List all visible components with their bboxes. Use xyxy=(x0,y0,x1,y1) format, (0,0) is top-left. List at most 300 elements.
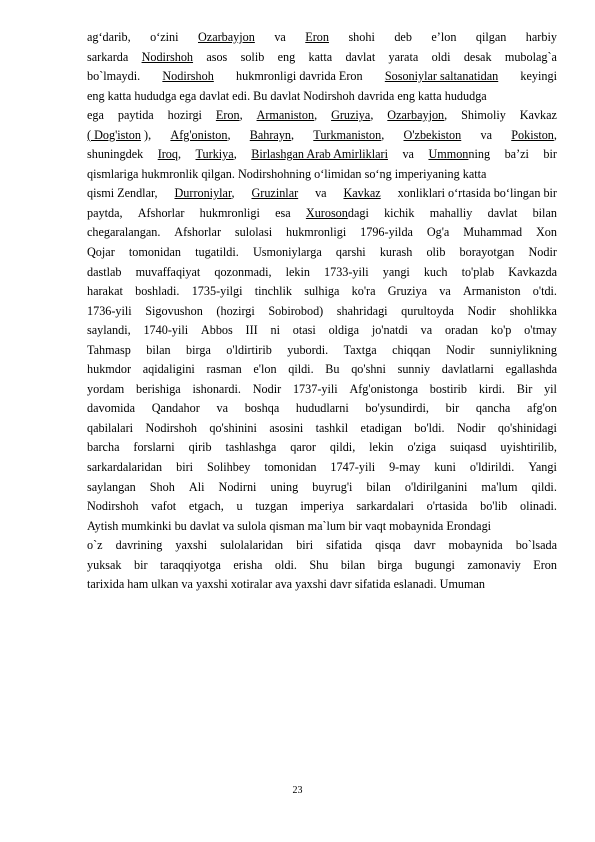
text-segment: 1747-yili xyxy=(330,460,376,475)
text-segment: shahridagi xyxy=(336,303,388,318)
link-suffix: , xyxy=(227,127,231,142)
hyperlink[interactable]: ( Dog'iston xyxy=(87,127,141,142)
text-segment: qismlariga hukmronlik qilgan. Nodirshohning o‘limidan so‘ng imperiyaning katta xyxy=(87,166,487,181)
text-segment: bo`lmaydi. xyxy=(87,69,141,84)
text-segment: Sigovushon xyxy=(145,303,203,318)
text-segment: davlatlarni xyxy=(441,362,494,377)
text-segment xyxy=(385,67,498,87)
page-number: 23 xyxy=(292,785,303,796)
text-segment: qurultoyda xyxy=(401,303,454,318)
text-segment: saylangan xyxy=(87,479,136,494)
text-segment: bilan xyxy=(532,205,557,220)
text-segment: lekin xyxy=(285,264,310,279)
text-segment: o'ldirilganini xyxy=(404,479,468,494)
hyperlink[interactable]: Ozarbayjon xyxy=(387,108,445,123)
text-segment: xonliklari o‘rtasida bo‘lingan bir xyxy=(397,186,557,201)
text-segment: III xyxy=(245,323,258,338)
text-segment: biri xyxy=(176,460,194,475)
text-segment xyxy=(251,145,388,165)
link-suffix: dagi xyxy=(347,205,369,220)
text-segment: Nodirshoh xyxy=(145,420,197,435)
text-segment: hukmronligi davrida Eron xyxy=(236,69,363,84)
text-line xyxy=(87,478,557,498)
text-segment: oldi. xyxy=(274,557,297,572)
text-line xyxy=(87,399,557,419)
text-segment: 1796-yilda xyxy=(360,225,413,240)
text-segment: Kavkazda xyxy=(508,264,557,279)
hyperlink[interactable]: Turkiya xyxy=(195,147,234,162)
text-segment: Muhammad xyxy=(463,225,523,240)
text-segment: yubordi. xyxy=(287,342,329,357)
text-segment: borayotgan xyxy=(459,245,515,260)
text-segment: Qandahor xyxy=(151,401,200,416)
text-segment: Nodir xyxy=(446,342,475,357)
text-segment xyxy=(331,106,373,126)
text-segment xyxy=(216,106,243,126)
text-segment: mahalliy xyxy=(429,205,473,220)
text-segment: chegaralangan. xyxy=(87,225,161,240)
text-segment: davr xyxy=(413,538,436,553)
text-segment: Qojar xyxy=(87,245,115,260)
text-line xyxy=(87,28,557,48)
text-segment: qaror xyxy=(290,440,316,455)
text-segment: hududlarni xyxy=(295,401,349,416)
text-segment: shohi xyxy=(348,30,375,44)
text-segment: e'lon xyxy=(253,362,277,377)
text-line xyxy=(87,380,557,400)
text-line xyxy=(87,556,557,576)
text-line xyxy=(87,243,557,263)
hyperlink[interactable]: Nodirshoh xyxy=(162,69,214,84)
text-segment: qo'shinini xyxy=(209,420,257,435)
text-segment: keyingi xyxy=(520,69,557,84)
text-line xyxy=(87,126,557,146)
text-line xyxy=(87,223,557,243)
text-segment: qilgan xyxy=(475,30,507,44)
text-segment: bo'lib xyxy=(480,499,508,514)
hyperlink[interactable]: Eron xyxy=(305,30,329,44)
text-segment: olib xyxy=(426,245,446,260)
text-segment: imperiya xyxy=(300,499,344,514)
text-segment: tashkil xyxy=(315,420,349,435)
hyperlink[interactable]: Pokiston xyxy=(511,127,554,142)
hyperlink[interactable]: Ummon xyxy=(428,147,469,162)
text-segment: ishonardi. xyxy=(192,381,241,396)
text-segment: Afg'onistonga xyxy=(349,381,418,396)
text-segment: Tahmasp xyxy=(87,342,131,357)
text-line xyxy=(87,106,557,126)
hyperlink[interactable]: Afg'oniston xyxy=(170,127,228,142)
text-segment: tomonidan xyxy=(128,245,182,260)
text-segment: 1735-yilgi xyxy=(191,284,243,299)
text-segment: harakat xyxy=(87,284,123,299)
text-line xyxy=(87,145,557,165)
text-segment: bilan xyxy=(366,479,391,494)
text-segment: Usmoniylarga xyxy=(252,245,322,260)
hyperlink[interactable]: Durroniylar xyxy=(174,186,232,201)
link-suffix: , xyxy=(239,108,243,123)
text-segment: esa xyxy=(275,205,291,220)
text-segment: ko'p xyxy=(490,323,512,338)
text-line xyxy=(87,67,557,87)
text-segment: Bu xyxy=(325,362,340,377)
text-segment: qildi. xyxy=(531,479,557,494)
link-suffix: , xyxy=(381,127,385,142)
text-segment xyxy=(196,145,237,165)
text-segment: sunniy xyxy=(397,362,431,377)
text-segment: Og'a xyxy=(426,225,450,240)
text-segment: Afshorlar xyxy=(137,205,185,220)
text-segment: Solihbey xyxy=(207,460,251,475)
text-segment: eng xyxy=(277,49,296,64)
hyperlink[interactable]: O'zbekiston xyxy=(403,127,462,142)
text-segment: hukmdor xyxy=(87,362,132,377)
link-suffix: , xyxy=(370,108,374,123)
hyperlink[interactable]: Xuroson xyxy=(305,205,348,220)
text-segment: 9-may xyxy=(389,460,421,475)
text-segment: ag‘darib, xyxy=(87,30,131,44)
text-segment xyxy=(428,145,490,165)
text-segment: barcha xyxy=(87,440,120,455)
text-segment: u xyxy=(236,499,243,514)
text-segment: otasi xyxy=(292,323,316,338)
text-segment: asosini xyxy=(269,420,304,435)
text-segment: sarkardalaridan xyxy=(87,460,163,475)
text-segment xyxy=(305,28,329,48)
text-segment: davlat xyxy=(487,205,518,220)
text-segment: va xyxy=(315,186,327,201)
link-suffix: , xyxy=(553,127,557,142)
text-segment: olinadi. xyxy=(520,499,557,514)
text-segment: mobaynida xyxy=(448,538,503,553)
text-segment: ma'lum xyxy=(481,479,518,494)
text-segment: va xyxy=(274,30,286,44)
link-suffix: , xyxy=(291,127,295,142)
text-segment: 1737-yili xyxy=(292,381,338,396)
text-segment: etgach, xyxy=(188,499,224,514)
text-segment: egallashda xyxy=(505,362,557,377)
text-segment: rasman xyxy=(206,362,242,377)
hyperlink[interactable]: Eron xyxy=(215,108,240,123)
hyperlink[interactable]: Gruzinlar xyxy=(251,186,299,201)
text-segment xyxy=(170,126,230,146)
text-segment: Ali xyxy=(188,479,205,494)
text-segment: Taxtga xyxy=(343,342,377,357)
text-segment: suiqasd xyxy=(449,440,487,455)
text-segment: bir xyxy=(543,147,557,162)
body-text xyxy=(87,28,557,595)
hyperlink[interactable]: Nodirshoh xyxy=(141,49,194,64)
text-segment: o'tmay xyxy=(524,323,557,338)
text-segment: berishiga xyxy=(136,381,181,396)
text-segment: deb xyxy=(394,30,412,44)
text-segment: 1740-yili xyxy=(143,323,189,338)
text-segment: va xyxy=(402,147,414,162)
hyperlink[interactable]: Gruziya xyxy=(331,108,371,123)
text-segment xyxy=(343,184,380,204)
text-segment: Nodirshoh xyxy=(87,499,139,514)
text-segment: kuch xyxy=(423,264,448,279)
text-line xyxy=(87,87,557,107)
text-segment: Aytish mumkinki bu davlat va sulola qisman ma`lum bir vaqt mobaynida Erondagi xyxy=(87,518,492,533)
text-segment xyxy=(511,126,557,146)
text-segment: Xon xyxy=(536,225,557,240)
text-segment: qisqa xyxy=(375,538,401,553)
text-segment: kirdi. xyxy=(478,381,505,396)
text-segment: Nodir xyxy=(528,245,557,260)
text-segment: Gruziya xyxy=(387,284,428,299)
text-segment: sulhiga xyxy=(304,284,340,299)
text-segment: 1736-yili xyxy=(87,303,132,318)
text-segment: katta xyxy=(308,49,333,64)
text-segment: afg'on xyxy=(527,401,557,416)
text-segment: uyishtirilib, xyxy=(500,440,557,455)
text-segment: tuzgan xyxy=(255,499,288,514)
text-segment: yordam xyxy=(87,381,125,396)
hyperlink[interactable]: Sosoniylar saltanatidan xyxy=(384,69,499,84)
text-segment: birga xyxy=(186,342,211,357)
text-line xyxy=(87,321,557,341)
text-segment: uning xyxy=(270,479,299,494)
text-segment: qildi. xyxy=(288,362,314,377)
text-segment: eng katta hududga ega davlat edi. Bu davlat Nodirshoh davrida eng katta hududga xyxy=(87,88,487,103)
link-suffix: , xyxy=(178,147,182,162)
text-segment: Abbos xyxy=(200,323,233,338)
text-segment: oldiga xyxy=(328,323,360,338)
text-segment xyxy=(162,67,213,87)
link-suffix: , xyxy=(233,147,237,162)
text-segment: oradan xyxy=(444,323,479,338)
text-segment: tinchlik xyxy=(254,284,292,299)
text-segment: yil xyxy=(544,381,557,396)
text-segment: desak xyxy=(463,49,492,64)
text-line xyxy=(87,165,557,185)
text-line xyxy=(87,360,557,380)
text-segment: qo'shni xyxy=(351,362,386,377)
text-segment: davomida xyxy=(87,401,136,416)
text-segment: qancha xyxy=(475,401,511,416)
text-segment: qabilalari xyxy=(87,420,134,435)
text-segment: o'ldirildi. xyxy=(469,460,515,475)
text-segment: kuni xyxy=(434,460,456,475)
text-segment: va xyxy=(480,127,492,142)
text-segment xyxy=(142,48,193,68)
text-segment: kichik xyxy=(384,205,415,220)
text-segment: aqidaligini xyxy=(142,362,195,377)
text-segment: bir xyxy=(445,401,460,416)
text-segment: o'rtasida xyxy=(426,499,468,514)
text-segment: Kavkaz xyxy=(519,108,557,123)
text-segment: birga xyxy=(377,557,403,572)
text-segment: sunniylikning xyxy=(489,342,557,357)
link-suffix: ), xyxy=(141,127,152,142)
text-segment: Nodir xyxy=(252,381,282,396)
hyperlink[interactable]: Birlashgan Arab Amirliklari xyxy=(251,147,388,162)
text-segment xyxy=(313,126,384,146)
text-line xyxy=(87,341,557,361)
hyperlink[interactable]: Bahrayn xyxy=(249,127,292,142)
text-segment: Bir xyxy=(516,381,533,396)
text-line xyxy=(87,575,557,595)
text-segment: bilan xyxy=(340,557,366,572)
text-segment: o'tdi. xyxy=(532,284,557,299)
text-segment xyxy=(387,106,447,126)
text-segment xyxy=(257,106,318,126)
text-segment: bostirib xyxy=(429,381,468,396)
hyperlink[interactable]: Kavkaz xyxy=(343,186,381,201)
text-segment: saylandi, xyxy=(87,323,131,338)
text-segment: 1733-yili xyxy=(324,264,369,279)
text-segment: bugungi xyxy=(414,557,455,572)
text-segment: taraqqiyotga xyxy=(159,557,221,572)
text-segment xyxy=(158,145,181,165)
text-segment: Sobirobod) xyxy=(268,303,324,318)
text-segment: harbiy xyxy=(525,30,557,44)
text-segment: shuningdek xyxy=(87,147,144,162)
text-segment: lekin xyxy=(369,440,394,455)
text-segment: ko'ra xyxy=(351,284,376,299)
text-segment: hozirgi xyxy=(167,108,202,123)
text-line xyxy=(87,419,557,439)
text-segment: qismi Zendlar, xyxy=(87,186,158,201)
text-segment: yangi xyxy=(382,264,410,279)
text-segment: qo'shinidagi xyxy=(497,420,557,435)
text-segment: o'ldirtirib xyxy=(226,342,272,357)
text-segment: dastlab xyxy=(87,264,122,279)
text-segment: muvaffaqiyat xyxy=(135,264,201,279)
text-segment: Shoh xyxy=(149,479,175,494)
text-segment: vafot xyxy=(151,499,177,514)
text-segment: etadigan xyxy=(360,420,402,435)
hyperlink[interactable]: Turkmaniston xyxy=(313,127,382,142)
text-segment xyxy=(198,28,255,48)
hyperlink[interactable]: Armaniston xyxy=(256,108,315,123)
text-segment: paytida xyxy=(117,108,154,123)
text-segment: qildi, xyxy=(329,440,356,455)
text-segment: Eron xyxy=(533,557,557,572)
text-segment: hukmronligi xyxy=(286,225,347,240)
text-line xyxy=(87,497,557,517)
text-segment: yaxshi xyxy=(175,538,208,553)
text-segment: buyrug'i xyxy=(312,479,353,494)
text-segment xyxy=(404,126,462,146)
text-segment: ba’zi xyxy=(504,147,529,162)
text-segment: sifatida xyxy=(326,538,363,553)
text-segment xyxy=(87,126,151,146)
text-segment: va xyxy=(420,323,433,338)
text-segment: zamonaviy xyxy=(467,557,521,572)
text-segment: davlat xyxy=(345,49,376,64)
text-segment: qirib xyxy=(188,440,212,455)
text-segment: to'plab xyxy=(461,264,495,279)
text-segment: Shimoliy xyxy=(461,108,506,123)
text-segment: tarixida ham ulkan va yaxshi xotiralar ava yaxshi davr sifatida eslanadi. Umuman xyxy=(87,577,485,592)
text-segment: forslarni xyxy=(133,440,175,455)
text-line xyxy=(87,263,557,283)
text-segment: o`z xyxy=(87,538,103,553)
text-line xyxy=(87,184,557,204)
text-segment: solib xyxy=(240,49,265,64)
text-segment: sarkarda xyxy=(87,49,129,64)
text-segment: (hozirgi xyxy=(216,303,255,318)
text-segment: bo'ldi. xyxy=(414,420,445,435)
text-segment: mubolag`a xyxy=(504,49,557,64)
text-segment: Yangi xyxy=(528,460,557,475)
text-segment: ega xyxy=(87,108,104,123)
text-segment: erisha xyxy=(233,557,263,572)
text-segment: Shu xyxy=(309,557,329,572)
text-segment: bo`lsada xyxy=(515,538,557,553)
text-segment: oldi xyxy=(431,49,451,64)
text-segment: shohlikka xyxy=(509,303,557,318)
text-segment: hukmronligi xyxy=(199,205,260,220)
text-line xyxy=(87,438,557,458)
text-segment: davrining xyxy=(115,538,163,553)
text-segment: chiqqan xyxy=(392,342,431,357)
text-segment: qozonmadi, xyxy=(214,264,272,279)
text-segment: Nodir xyxy=(467,303,496,318)
text-line xyxy=(87,302,557,322)
text-segment: yuksak xyxy=(87,557,122,572)
text-segment: bo'ysundirdi, xyxy=(365,401,429,416)
text-line xyxy=(87,282,557,302)
link-suffix: , xyxy=(444,108,448,123)
hyperlink[interactable]: Ozarbayjon xyxy=(198,30,255,44)
link-suffix: , xyxy=(314,108,318,123)
text-segment: biri xyxy=(296,538,314,553)
text-line xyxy=(87,204,557,224)
text-segment: sulolalaridan xyxy=(220,538,284,553)
text-segment: asos xyxy=(206,49,228,64)
text-segment xyxy=(251,184,298,204)
text-segment: Nodir xyxy=(456,420,486,435)
link-suffix: , xyxy=(231,186,235,201)
text-segment: o‘zini xyxy=(150,30,179,44)
text-segment: qarshi xyxy=(335,245,366,260)
text-segment: ni xyxy=(270,323,280,338)
text-line xyxy=(87,458,557,478)
text-segment: o'ziga xyxy=(407,440,437,455)
text-segment: tomonidan xyxy=(264,460,317,475)
text-segment: e’lon xyxy=(431,30,457,44)
text-segment: jo'natdi xyxy=(371,323,408,338)
text-segment: Nodirni xyxy=(218,479,257,494)
text-segment: boshladi. xyxy=(135,284,180,299)
text-segment: va xyxy=(216,401,229,416)
text-segment: Armaniston xyxy=(463,284,521,299)
text-line xyxy=(87,517,557,537)
text-segment: sarkardalari xyxy=(356,499,414,514)
text-segment xyxy=(306,204,369,224)
text-segment: tugatildi. xyxy=(195,245,239,260)
text-segment: bilan xyxy=(146,342,171,357)
text-line xyxy=(87,48,557,68)
text-segment xyxy=(174,184,234,204)
text-segment: tashlashga xyxy=(225,440,277,455)
text-segment: boshqa xyxy=(244,401,280,416)
text-line xyxy=(87,536,557,556)
text-segment: sulolasi xyxy=(234,225,273,240)
text-segment xyxy=(250,126,294,146)
text-segment: yarata xyxy=(388,49,419,64)
hyperlink[interactable]: Iroq xyxy=(157,147,178,162)
text-segment: Afshorlar xyxy=(174,225,221,240)
text-segment: bir xyxy=(133,557,148,572)
text-segment: kurash xyxy=(379,245,413,260)
text-segment: paytda, xyxy=(87,205,123,220)
text-segment: va xyxy=(439,284,451,299)
link-suffix: ning xyxy=(468,147,491,162)
